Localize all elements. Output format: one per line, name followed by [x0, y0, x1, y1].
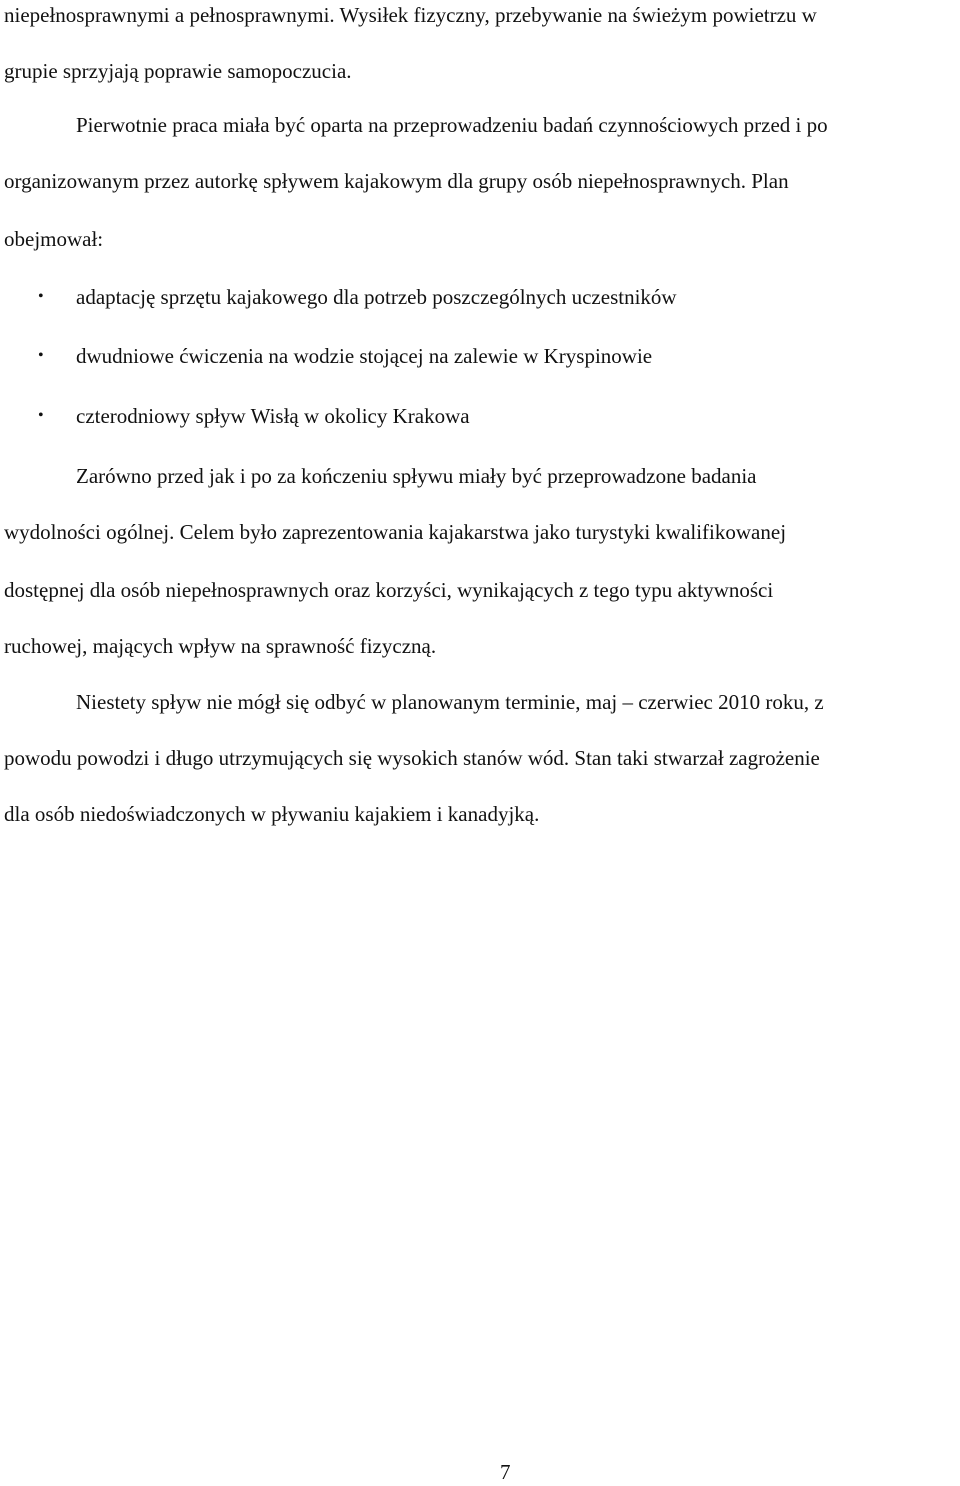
paragraph-3-line-4: ruchowej, mających wpływ na sprawność fizyczną. — [4, 634, 437, 658]
paragraph-2-line-1: Pierwotnie praca miała być oparta na przeprowadzeniu badań czynnościowych przed i po — [76, 113, 828, 137]
list-item: adaptację sprzętu kajakowego dla potrzeb poszczególnych uczestników — [76, 285, 677, 309]
page-number: 7 — [500, 1460, 511, 1484]
paragraph-4-line-2: powodu powodzi i długo utrzymujących się wysokich stanów wód. Stan taki stwarzał zagrożenie — [4, 746, 820, 770]
paragraph-3-line-2: wydolności ogólnej. Celem było zaprezentowania kajakarstwa jako turystyki kwalifikowanej — [4, 520, 787, 544]
paragraph-3-line-3: dostępnej dla osób niepełnosprawnych oraz korzyści, wynikających z tego typu aktywności — [4, 578, 774, 602]
paragraph-4-line-1: Niestety spływ nie mógł się odbyć w planowanym terminie, maj – czerwiec 2010 roku, z — [76, 690, 824, 714]
bullet-icon: • — [38, 407, 44, 424]
list-item: czterodniowy spływ Wisłą w okolicy Krakowa — [76, 404, 470, 428]
paragraph-1-line-1: niepełnosprawnymi a pełnosprawnymi. Wysiłek fizyczny, przebywanie na świeżym powietrzu w — [4, 3, 817, 27]
paragraph-2-line-2: organizowanym przez autorkę spływem kajakowym dla grupy osób niepełnosprawnych. Plan — [4, 169, 789, 193]
paragraph-3-line-1: Zarówno przed jak i po za kończeniu spływu miały być przeprowadzone badania — [76, 464, 757, 488]
bullet-icon: • — [38, 288, 44, 305]
bullet-icon: • — [38, 347, 44, 364]
paragraph-1-line-2: grupie sprzyjają poprawie samopoczucia. — [4, 59, 352, 83]
paragraph-2-line-3: obejmował: — [4, 227, 104, 251]
paragraph-4-line-3: dla osób niedoświadczonych w pływaniu kajakiem i kanadyjką. — [4, 802, 540, 826]
list-item: dwudniowe ćwiczenia na wodzie stojącej na zalewie w Kryspinowie — [76, 344, 653, 368]
